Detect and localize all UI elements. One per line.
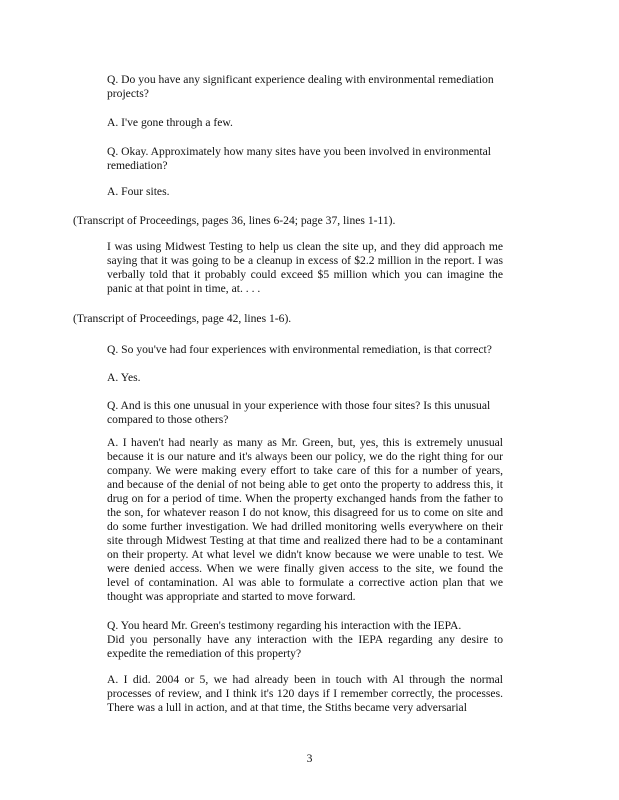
- answer-extremely-unusual: A. I haven't had nearly as many as Mr. Green, but, yes, this is extremely unusual because it is our nature and it's always been our policy, we do the right thing for our company. We were making every effort to take care of this for a number of years, and because of the denial of not being able to get onto the property to address this, it drug on for a period of time. When the property exchanged hands from the father to the son, for whatever reason I do not know, this disagreed for us to come on site and do some further investigation. We had drilled monitoring wells everywhere on their site through Midwest Testing at that time and realized there had to be a contaminant on their property. At what level we didn't know because we were unable to test. We were denied access. When we were finally given access to the site, we found the level of contamination. Al was able to formulate a corrective action plan that we thought was appropriate and started to move forward.: [107, 436, 503, 603]
- citation-pages-36-37: (Transcript of Proceedings, pages 36, lines 6-24; page 37, lines 1-11).: [73, 214, 396, 227]
- question-green-testimony: Q. You heard Mr. Green's testimony regarding his interaction with the IEPA.: [107, 619, 462, 632]
- question-iepa-interaction: Did you personally have any interaction with the IEPA regarding any desire to expedite the remediation of this property?: [107, 633, 503, 660]
- answer-yes: A. Yes.: [107, 371, 141, 384]
- answer-2004-or-5: A. I did. 2004 or 5, we had already been in touch with Al through the normal processes of review, and I think it's 120 days if I remember correctly, the processes. There was a lull in action, and at that time, the Stiths became very adversarial: [107, 673, 503, 714]
- question-four-experiences: Q. So you've had four experiences with environmental remediation, is that correct?: [107, 343, 492, 356]
- page-number: 3: [306, 752, 313, 765]
- question-environmental-experience: Q. Do you have any significant experience dealing with environmental remediation projects?: [107, 73, 494, 100]
- testimony-midwest-testing: I was using Midwest Testing to help us clean the site up, and they did approach me saying that it was going to be a cleanup in excess of $2.2 million in the report. I was verbally told that it probably could exceed $5 million which you can imagine the panic at that point in time, at. . . .: [107, 240, 503, 295]
- citation-page-42: (Transcript of Proceedings, page 42, lines 1-6).: [73, 312, 292, 325]
- answer-gone-through-few: A. I've gone through a few.: [107, 116, 233, 129]
- question-how-many-sites: Q. Okay. Approximately how many sites have you been involved in environmental remediation?: [107, 145, 492, 172]
- question-unusual: Q. And is this one unusual in your experience with those four sites? Is this unusual compared to those others?: [107, 399, 491, 426]
- answer-four-sites: A. Four sites.: [107, 185, 170, 198]
